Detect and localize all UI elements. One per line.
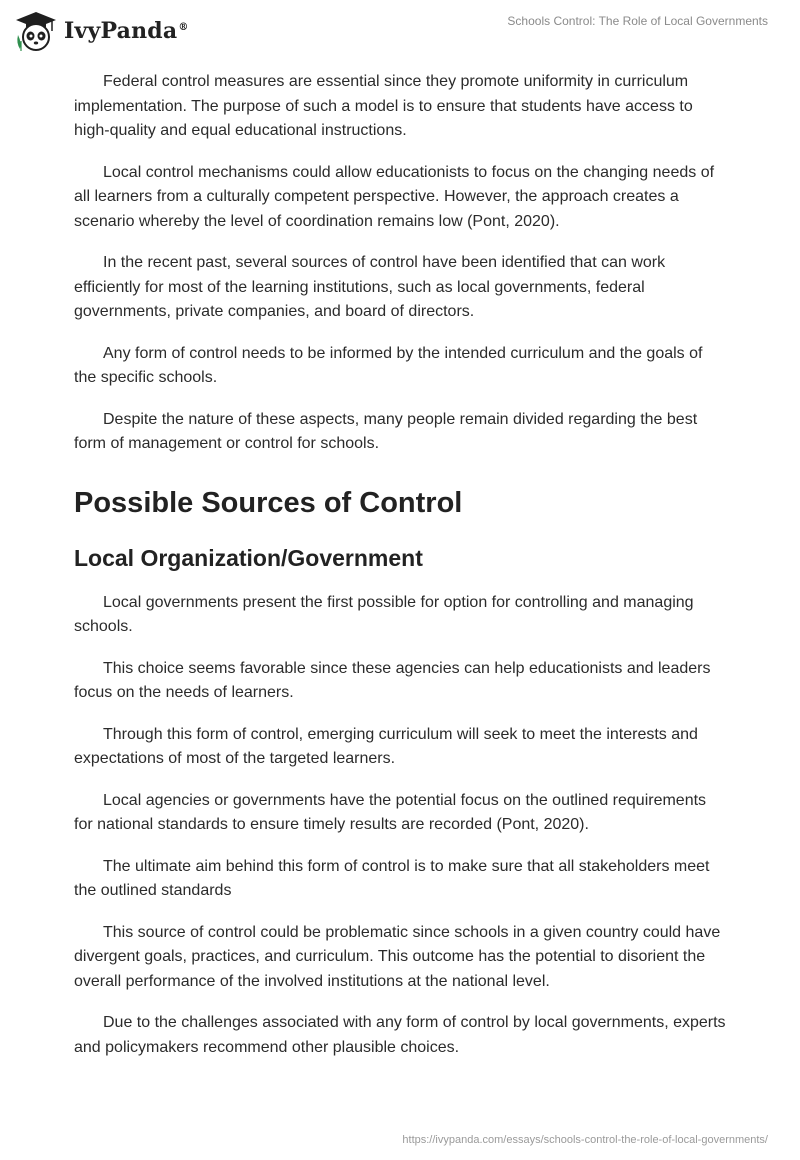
body-paragraph: This choice seems favorable since these agencies can help educationists and leaders focus on the needs of learners. (74, 659, 711, 701)
intro-paragraph: Despite the nature of these aspects, many people remain divided regarding the best form of management or control for schools. (74, 410, 698, 452)
page-header (0, 0, 800, 64)
brand-logo[interactable] (14, 9, 189, 53)
panda-logo-icon (14, 9, 58, 53)
running-title: Schools Control: The Role of Local Governments (507, 14, 768, 28)
intro-paragraph: Federal control measures are essential since they promote uniformity in curriculum implementation. The purpose of such a model is to ensure that students have access to high-quality and equal educational instructions. (74, 73, 693, 139)
body-paragraph: Local agencies or governments have the potential focus on the outlined requirements for national standards to ensure timely results are recorded (Pont, 2020). (74, 791, 707, 833)
intro-paragraph: Local control mechanisms could allow educationists to focus on the changing needs of all learners from a culturally competent perspective. However, the approach creates a scenario whereby the level of coordination remains low (Pont, 2020). (74, 163, 715, 230)
section-heading: Possible Sources of Control (74, 486, 463, 519)
brand-name-text: IvyPanda (64, 18, 178, 44)
intro-paragraph: Any form of control needs to be informed by the intended curriculum and the goals of the specific schools. (74, 344, 703, 386)
body-paragraph: The ultimate aim behind this form of control is to make sure that all stakeholders meet the outlined standards (74, 857, 710, 899)
body-paragraph: Through this form of control, emerging curriculum will seek to meet the interests and expectations of most of the targeted learners. (74, 725, 698, 767)
subsection-heading: Local Organization/Government (74, 544, 423, 571)
body-paragraph: This source of control could be problematic since schools in a given country could have divergent goals, practices, and curriculum. This outcome has the potential to disorient the overall performance of the involved institutions at the national level. (74, 923, 721, 990)
body-paragraph: Local governments present the first possible for option for controlling and managing schools. (74, 593, 694, 635)
brand-name (64, 18, 189, 44)
registered-mark: ® (178, 21, 189, 33)
source-url-link[interactable]: https://ivypanda.com/essays/schools-control-the-role-of-local-governments/ (402, 1134, 768, 1146)
intro-paragraph: In the recent past, several sources of control have been identified that can work efficiently for most of the learning institutions, such as local governments, federal governments, private companies, and board of directors. (74, 254, 666, 320)
article-body (74, 70, 726, 1077)
body-paragraph: Due to the challenges associated with any form of control by local governments, experts and policymakers recommend other plausible choices. (74, 1014, 726, 1056)
